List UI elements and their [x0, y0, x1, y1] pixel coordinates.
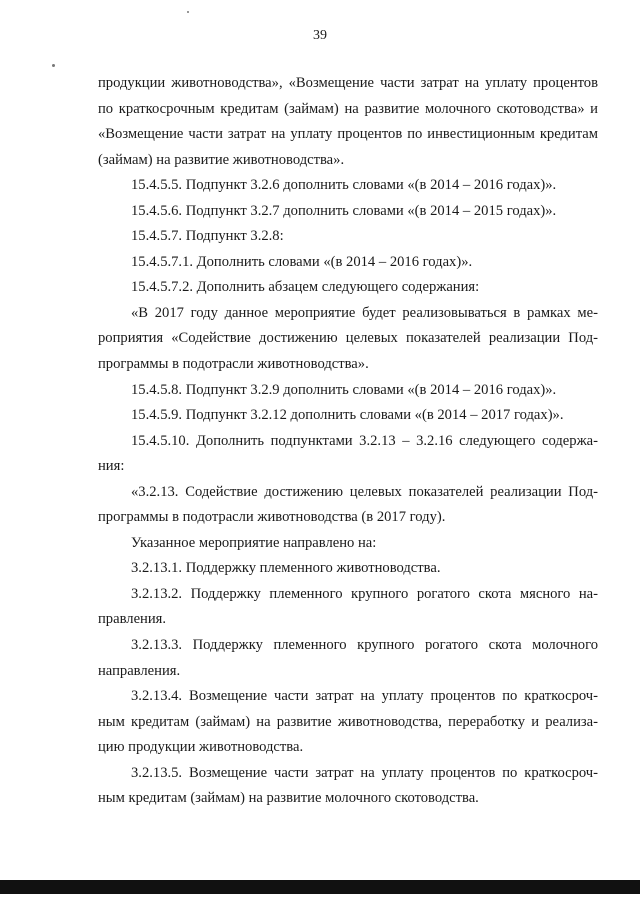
text-line: правления.	[98, 611, 167, 628]
text-line: программы в подотрасли животноводства».	[98, 356, 369, 373]
text-line: «В 2017 году данное мероприятие будет реализовываться в рамках ме-	[131, 304, 598, 321]
text-line: 3.2.13.3. Поддержку племенного крупного рогатого скота молочного	[131, 637, 598, 654]
text-line: роприятия «Содействие достижению целевых показателей реализации Под-	[98, 330, 598, 347]
text-line: 3.2.13.1. Поддержку племенного животноводства.	[131, 560, 441, 577]
text-line: программы в подотрасли животноводства (в 2017 году).	[98, 509, 446, 526]
text-line: Указанное мероприятие направлено на:	[131, 534, 377, 551]
text-line: «Возмещение части затрат на уплату процентов по инвестиционным кредитам	[98, 126, 598, 143]
text-line: 15.4.5.5. Подпункт 3.2.6 дополнить словами «(в 2014 – 2016 годах)».	[131, 177, 557, 194]
text-line: направления.	[98, 662, 181, 679]
text-line: (займам) на развитие животноводства».	[98, 151, 345, 168]
text-line: 15.4.5.7.1. Дополнить словами «(в 2014 – 2016 годах)».	[131, 253, 473, 270]
text-line: ния:	[98, 458, 125, 475]
text-line: «3.2.13. Содействие достижению целевых показателей реализации Под-	[131, 483, 598, 500]
text-line: 15.4.5.7. Подпункт 3.2.8:	[131, 228, 284, 245]
text-line: 15.4.5.7.2. Дополнить абзацем следующего содержания:	[131, 279, 480, 296]
scan-speck	[52, 64, 55, 67]
text-line: 15.4.5.10. Дополнить подпунктами 3.2.13 – 3.2.16 следующего содержа-	[131, 432, 598, 449]
text-line: 3.2.13.5. Возмещение части затрат на уплату процентов по краткосроч-	[131, 764, 598, 781]
page-number: 39	[313, 28, 327, 43]
text-line: 15.4.5.8. Подпункт 3.2.9 дополнить словами «(в 2014 – 2016 годах)».	[131, 381, 557, 398]
text-line: 15.4.5.9. Подпункт 3.2.12 дополнить словами «(в 2014 – 2017 годах)».	[131, 407, 564, 424]
text-line: ным кредитам (займам) на развитие животноводства, переработку и реализа-	[98, 713, 598, 730]
document-body	[98, 71, 598, 812]
text-line: ным кредитам (займам) на развитие молочного скотоводства.	[98, 790, 479, 807]
text-line: 3.2.13.4. Возмещение части затрат на уплату процентов по краткосроч-	[131, 688, 598, 705]
text-line: по краткосрочным кредитам (займам) на развитие молочного скотоводства» и	[98, 100, 598, 117]
scan-border-bar	[0, 880, 640, 894]
text-line: 15.4.5.6. Подпункт 3.2.7 дополнить словами «(в 2014 – 2015 годах)».	[131, 202, 557, 219]
text-line: продукции животноводства», «Возмещение части затрат на уплату процентов	[98, 75, 598, 91]
text-line: цию продукции животноводства.	[98, 739, 304, 756]
text-line: 3.2.13.2. Поддержку племенного крупного рогатого скота мясного на-	[131, 585, 598, 602]
scan-speck	[187, 11, 189, 13]
